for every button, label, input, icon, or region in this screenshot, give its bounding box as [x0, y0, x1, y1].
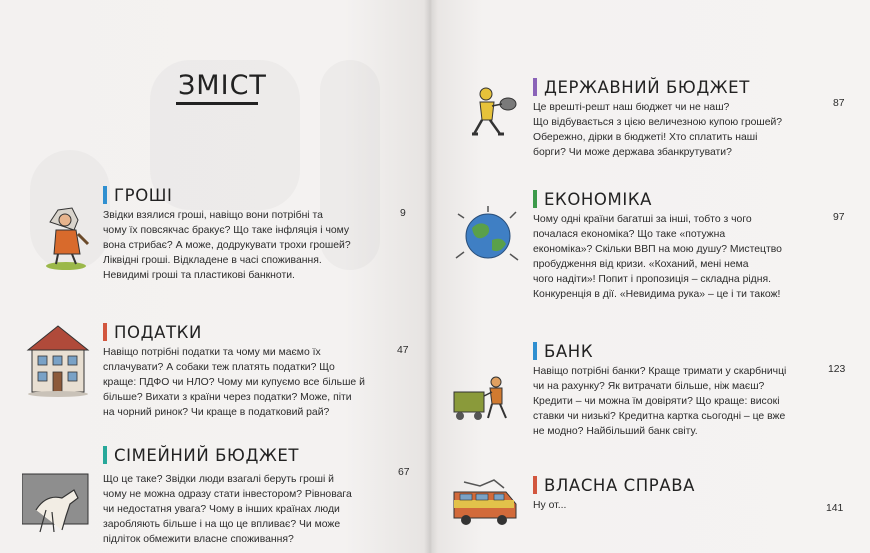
van-icon — [450, 478, 520, 531]
page-number: 141 — [826, 503, 844, 514]
section-money[interactable] — [103, 184, 363, 283]
caveman-icon — [38, 200, 94, 277]
section-title: СІМЕЙНИЙ БЮДЖЕТ — [114, 445, 300, 465]
section-family-budget[interactable] — [103, 444, 373, 547]
book-gutter — [424, 0, 438, 553]
left-page — [0, 0, 430, 553]
section-own-business[interactable] — [533, 474, 803, 513]
page-number: 9 — [400, 208, 406, 219]
section-title: ЕКОНОМІКА — [544, 189, 653, 209]
section-title: ГРОШІ — [114, 185, 173, 205]
section-description: Навіщо потрібні банки? Краще тримати у скарбничці чи на рахунку? Як витрачати більше, ніж маєш? Кредити – чи можна їм довіряти? Що краще: високі ставки чи низькі? Кредитна картка сьогодні – це вже не модно? Найбільший банк світу. — [533, 366, 787, 437]
section-marker — [533, 78, 537, 96]
section-title: ПОДАТКИ — [114, 322, 202, 342]
section-bank[interactable] — [533, 340, 813, 439]
section-economy[interactable] — [533, 188, 803, 302]
toc-title-underline — [176, 102, 258, 105]
section-marker — [533, 342, 537, 360]
section-marker — [533, 190, 537, 208]
worker-icon — [466, 84, 522, 145]
section-description: Навіщо потрібні податки та чому ми маємо їх сплачувати? А собаки теж платять податки? Що краще: ПДФО чи НЛО? Чому ми купуємо все більше й більше? Вихати з країни через податки? Може, піти на чорний ринок? Чи краще в податковий рай? — [103, 347, 365, 418]
page-number: 123 — [828, 364, 846, 375]
section-taxes[interactable] — [103, 321, 373, 420]
section-description: Чому одні країни багатші за інші, тобто з чого почалася економіка? Що таке «потужна економіка»? Скільки ВВП на мою душу? Мистецтво пробудження від кризи. «Коханий, мені нема чого надіти»! Попит і пропозиція – складна рідня. Конкуренція в дії. «Невидима рука» – це і ти також! — [533, 214, 782, 300]
section-title: ВЛАСНА СПРАВА — [544, 475, 696, 495]
section-title: БАНК — [544, 341, 594, 361]
page-number: 87 — [833, 98, 845, 109]
house-icon — [22, 320, 94, 403]
page-number: 47 — [397, 345, 409, 356]
toc-title: ЗМІСТ — [178, 70, 267, 101]
section-description: Ну от... — [533, 500, 567, 511]
section-title: ДЕРЖАВНИЙ БЮДЖЕТ — [544, 77, 750, 97]
right-page — [430, 0, 870, 553]
page-number: 97 — [833, 212, 845, 223]
page-number: 67 — [398, 467, 410, 478]
section-marker — [103, 323, 107, 341]
dog-icon — [22, 470, 90, 541]
section-description: Це врешті-решт наш бюджет чи не наш? Що відбувається з цією величезною купою грошей? Обережно, дірки в бюджеті! Хто сплатить наші борги? Чи може держава збанкрутувати? — [533, 102, 783, 158]
globe-icon — [452, 204, 524, 273]
section-state-budget[interactable] — [533, 76, 803, 160]
section-description: Що це таке? Звідки люди взагалі беруть гроші й чому не можна одразу стати інвестором? Рівновага чи недостатня увага? Чому в інших країнах люди заробляють більше і на що це впливає? Чи може підліток обмежити власне споживання? — [103, 474, 352, 545]
cart-icon — [450, 376, 518, 427]
section-marker — [103, 446, 107, 464]
section-marker — [533, 476, 537, 494]
section-description: Звідки взялися гроші, навіщо вони потрібні та чому їх повсякчас бракує? Що таке інфляція і чому вона стрибає? А може, додрукувати трохи грошей? Ліквідні гроші. Відкладене в часі споживання. Невидимі гроші та пластикові банкноти. — [103, 210, 351, 281]
section-marker — [103, 186, 107, 204]
